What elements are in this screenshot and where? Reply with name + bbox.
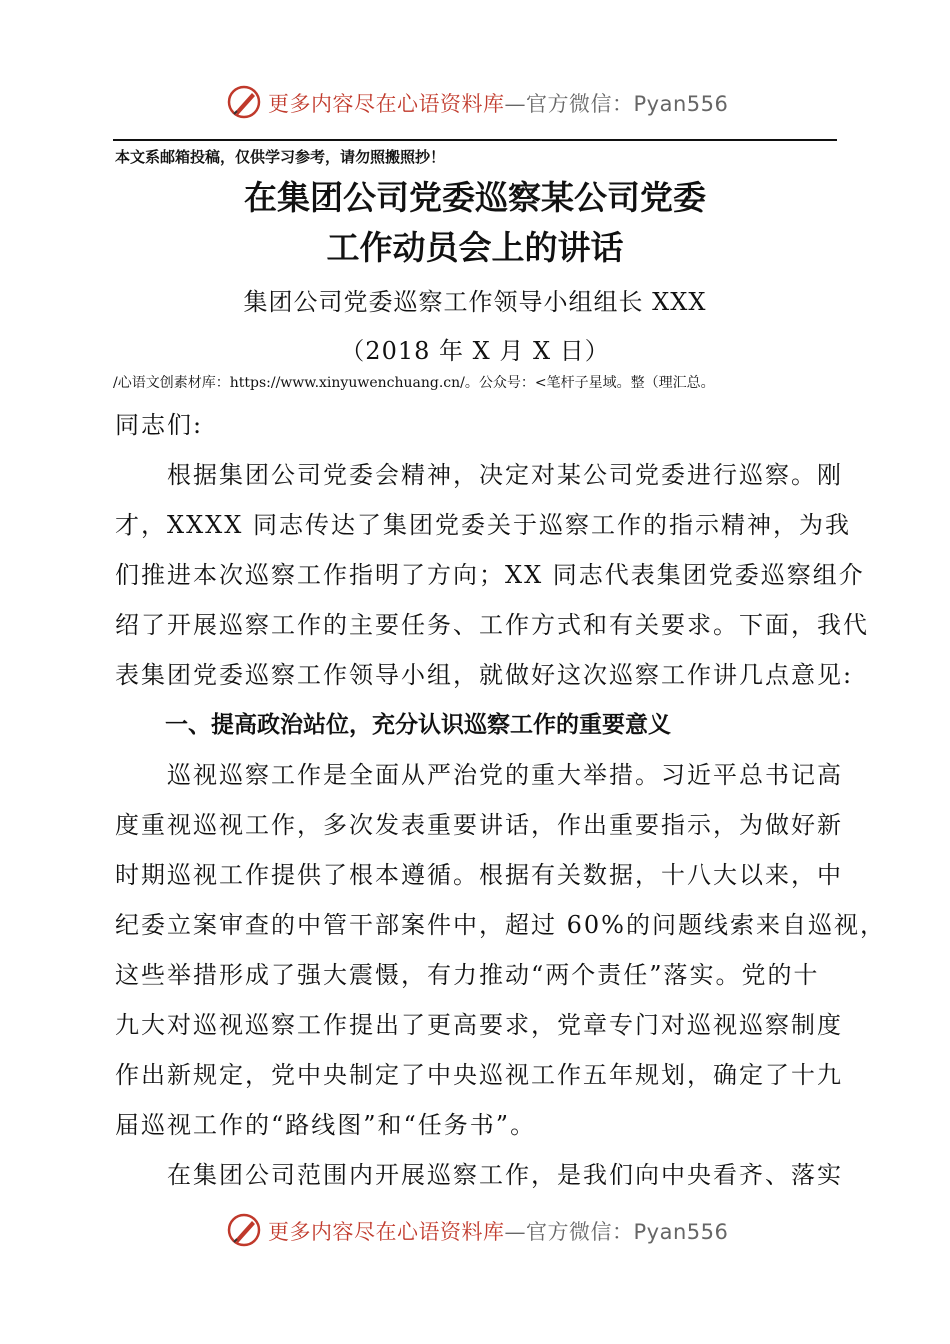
banner-text: 更多内容尽在心语资料库 <box>268 92 505 116</box>
pen-logo-icon <box>226 84 262 120</box>
body-line: 表集团党委巡察工作领导小组，就做好这次巡察工作讲几点意见: <box>115 661 854 689</box>
bottom-banner <box>0 1210 950 1250</box>
banner-wechat-handle: Pyan556 <box>633 92 729 116</box>
pen-logo-icon <box>226 1212 262 1248</box>
body-line: 时期巡视工作提供了根本遵循。根据有关数据，十八大以来，中 <box>115 861 843 889</box>
body-line: 才，XXXX 同志传达了集团党委关于巡察工作的指示精神，为我 <box>115 511 851 539</box>
body-line: 九大对巡视巡察工作提出了更高要求，党章专门对巡视巡察制度 <box>115 1011 843 1039</box>
top-banner <box>0 82 950 122</box>
date-line: （2018 年 X 月 X 日） <box>340 337 610 365</box>
copyright-note: 本文系邮箱投稿，仅供学习参考，请勿照搬照抄！ <box>115 148 446 166</box>
body-line: 绍了开展巡察工作的主要任务、工作方式和有关要求。下面，我代 <box>115 611 869 639</box>
body-line: 根据集团公司党委会精神，决定对某公司党委进行巡察。刚 <box>115 461 843 489</box>
banner-wechat-label: —官方微信： <box>504 1220 634 1244</box>
banner-wechat-handle: Pyan556 <box>633 1220 729 1244</box>
source-line: /心语文创素材库：https://www.xinyuwenchuang.cn/。公众号：<笔杆子星域。整（理汇总。 <box>113 375 715 391</box>
salutation: 同志们: <box>115 411 204 439</box>
author-line: 集团公司党委巡察工作领导小组组长 XXX <box>243 288 707 316</box>
body-line: 在集团公司范围内开展巡察工作，是我们向中央看齐、落实 <box>115 1161 843 1189</box>
body-line: 作出新规定，党中央制定了中央巡视工作五年规划，确定了十九 <box>115 1061 843 1089</box>
body-line: 们推进本次巡察工作指明了方向；XX 同志代表集团党委巡察组介 <box>115 561 865 589</box>
body-line: 度重视巡视工作，多次发表重要讲话，作出重要指示，为做好新 <box>115 811 843 839</box>
body-line: 届巡视工作的“路线图”和“任务书”。 <box>115 1111 537 1139</box>
body-line: 巡视巡察工作是全面从严治党的重大举措。习近平总书记高 <box>115 761 843 789</box>
body-line: 这些举措形成了强大震慑，有力推动“两个责任”落实。党的十 <box>115 961 820 989</box>
banner-wechat-label: —官方微信： <box>504 92 634 116</box>
banner-text: 更多内容尽在心语资料库 <box>268 1220 505 1244</box>
header-rule <box>113 139 837 141</box>
document-title-line-2: 工作动员会上的讲话 <box>326 228 624 267</box>
section-heading-1: 一、提高政治站位，充分认识巡察工作的重要意义 <box>165 712 671 738</box>
body-line: 纪委立案审查的中管干部案件中，超过 60%的问题线索来自巡视， <box>115 911 886 939</box>
document-title-line-1: 在集团公司党委巡察某公司党委 <box>244 178 706 217</box>
